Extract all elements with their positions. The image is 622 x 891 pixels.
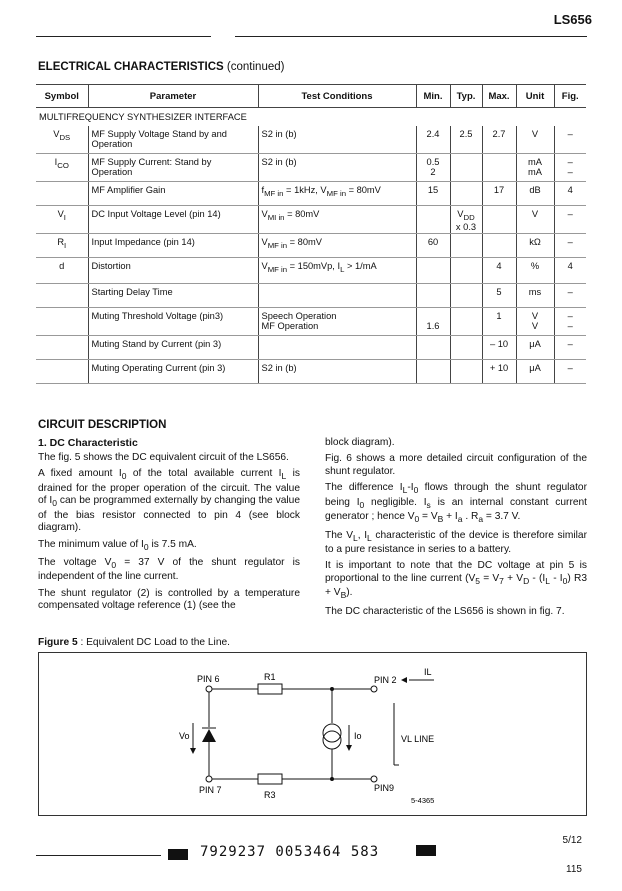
cell-unit: μA [516,336,554,360]
cell-param: DC Input Voltage Level (pin 14) [88,206,258,234]
cell-param: Muting Threshold Voltage (pin3) [88,308,258,336]
cell-typ: $V_{DD}$ x 0.3 [450,206,482,234]
cell-unit: V [516,126,554,154]
section-title [38,61,284,73]
cell-unit: V V [516,308,554,336]
label-il: IL [424,667,432,677]
cell-fig: 4 [554,182,586,206]
cell-max: 5 [482,284,516,308]
table-row [36,360,586,384]
footer-rule [36,855,161,856]
cell-sym: $V_I$ [36,206,88,234]
table-row [36,308,586,336]
table-row [36,182,586,206]
header-cell: Fig. [554,85,586,108]
cell-max: 2.7 [482,126,516,154]
cell-fig: – [554,336,586,360]
cell-typ [450,154,482,182]
part-number: LS656 [553,12,592,27]
cell-sym: d [36,258,88,284]
barcode-block-left [168,849,188,860]
cell-fig: – [554,206,586,234]
pin7-terminal [206,776,212,782]
header-cell: Min. [416,85,450,108]
resistor-r3 [258,774,282,784]
cell-param: MF Supply Voltage Stand by and Operation [88,126,258,154]
cell-max [482,154,516,182]
barcode-text: 7929237 0053464 583 [200,844,380,860]
paragraph: A fixed amount $I_0$ of the total available current $I_L$ is drained for the proper operation of the circuit. The value of $I_0$ can be programmed externally by changing the value of the bias resistor connected to pin 4 (see block diagram). [38,468,300,534]
cell-param: Input Impedance (pin 14) [88,234,258,258]
page-fraction: 5/12 [562,835,582,846]
figure-5-box [38,652,587,816]
cell-cond: S2 in (b) [258,154,416,182]
table-row [36,258,586,284]
cell-cond: $V_{MI in} = 80mV$ [258,206,416,234]
cell-cond [258,336,416,360]
header-rule-right [235,36,587,37]
cell-typ [450,284,482,308]
circuit-subtitle: 1. DC Characteristic [38,437,138,449]
table-row [36,126,586,154]
cell-fig: – [554,360,586,384]
cell-fig: – [554,284,586,308]
group-label: MULTIFREQUENCY SYNTHESIZER INTERFACE [39,112,247,122]
cell-param: MF Supply Current: Stand by Operation [88,154,258,182]
figure-caption-text: : Equivalent DC Load to the Line. [77,637,230,648]
cell-unit: mA mA [516,154,554,182]
cell-unit: μA [516,360,554,384]
label-pin2: PIN 2 [374,675,397,685]
cell-cond: $f_{MF in} = 1kHz$, $V_{MF in} = 80mV$ [258,182,416,206]
header-cell: Max. [482,85,516,108]
figure-caption [38,637,230,648]
cell-param: Starting Delay Time [88,284,258,308]
paragraph: The minimum value of $I_0$ is 7.5 mA. [38,538,197,552]
barcode-block-right [416,845,436,856]
cell-max: 1 [482,308,516,336]
cell-min [416,284,450,308]
section-title-text: ELECTRICAL CHARACTERISTICS [38,61,224,73]
cell-unit: V [516,206,554,234]
cell-unit: ms [516,284,554,308]
cell-fig: – [554,126,586,154]
cell-sym [36,182,88,206]
header-rule-left [36,36,211,37]
figure-label: Figure 5 [38,637,78,648]
cell-sym [36,360,88,384]
header-cell: Symbol [36,85,88,108]
cell-sym [36,308,88,336]
label-code: 5-4365 [411,796,435,805]
label-pin9: PIN9 [374,783,395,793]
paragraph: It is important to note that the DC voltage at pin 5 is proportional to the line current $(V_5 = V_7 + V_D - (I_L - I_0) R3 + V_B)$. [325,560,588,601]
cell-typ [450,360,482,384]
label-r3: R3 [264,790,276,800]
cell-min [416,258,450,284]
cell-max: – 10 [482,336,516,360]
table-row [36,336,586,360]
cell-max: + 10 [482,360,516,384]
section-title-suffix: (continued) [226,61,285,73]
io-arrowhead [346,745,352,751]
header-cell: Parameter [88,85,258,108]
cell-min [416,336,450,360]
label-io: Io [354,731,362,741]
cell-max [482,234,516,258]
cell-min: 15 [416,182,450,206]
left-column [38,452,300,617]
pin9-terminal [371,776,377,782]
zener-diode [202,729,216,742]
cell-min [416,360,450,384]
cell-typ [450,336,482,360]
label-r1: R1 [264,672,276,682]
paragraph: The fig. 5 shows the DC equivalent circuit of the LS656. [38,452,289,463]
cell-fig: – – [554,154,586,182]
cell-typ [450,234,482,258]
cell-sym: $I_{CO}$ [36,154,88,182]
cell-max: 4 [482,258,516,284]
equivalent-dc-load-diagram [39,653,586,815]
paragraph: The difference $I_L-I_0$ flows through the shunt regulator being $I_0$ negligible. $I_s$ is an internal constant current generator ; hence $V_0 = V_B + I_a$ . $R_a = 3.7$ V. [325,482,587,525]
cell-cond: $V_{MF in} = 80mV$ [258,234,416,258]
cell-min: 0.5 2 [416,154,450,182]
header-cell: Unit [516,85,554,108]
label-pin6: PIN 6 [197,674,220,684]
cell-sym [36,284,88,308]
cell-max [482,206,516,234]
label-pin7: PIN 7 [199,785,222,795]
group-row [36,108,586,127]
cell-typ: 2.5 [450,126,482,154]
cell-sym [36,336,88,360]
cell-typ [450,258,482,284]
cell-fig: 4 [554,258,586,284]
electrical-characteristics-table [36,84,586,384]
table-row [36,206,586,234]
cell-param: MF Amplifier Gain [88,182,258,206]
cell-max: 17 [482,182,516,206]
cell-cond [258,284,416,308]
table-header-row [36,85,586,108]
cell-sym: $V_{DS}$ [36,126,88,154]
resistor-r1 [258,684,282,694]
cell-unit: kΩ [516,234,554,258]
label-vo: Vo [179,731,190,741]
cell-min: 1.6 [416,308,450,336]
cell-cond: S2 in (b) [258,126,416,154]
il-arrowhead [401,677,407,683]
cell-cond: S2 in (b) [258,360,416,384]
table-row [36,234,586,258]
cell-min [416,206,450,234]
table-row [36,284,586,308]
paragraph: The shunt regulator (2) is controlled by a temperature compensated voltage reference (1) (see the [38,587,300,612]
table-row [36,154,586,182]
circuit-title: CIRCUIT DESCRIPTION [38,419,167,431]
cell-min: 2.4 [416,126,450,154]
header-cell: Typ. [450,85,482,108]
cell-typ [450,308,482,336]
paragraph: block diagram). [325,437,395,448]
paragraph: The voltage $V_0 = 37$ V of the shunt regulator is independent of the line current. [38,556,300,583]
cell-cond: Speech Operation MF Operation [258,308,416,336]
pin6-terminal [206,686,212,692]
cell-param: Muting Operating Current (pin 3) [88,360,258,384]
label-vl-line: VL LINE [401,734,435,744]
paragraph: Fig. 6 shows a more detailed circuit configuration of the shunt regulator. [325,453,587,477]
cell-unit: dB [516,182,554,206]
vo-arrowhead [190,748,196,754]
page-number: 115 [566,864,582,875]
paragraph: The DC characteristic of the LS656 is shown in fig. 7. [325,605,565,617]
cell-cond: $V_{MF in} = 150mVp$, $I_L > 1/mA$ [258,258,416,284]
right-column [325,437,587,622]
cell-sym: $R_I$ [36,234,88,258]
cell-min: 60 [416,234,450,258]
header-cell: Test Conditions [258,85,416,108]
cell-param: Muting Stand by Current (pin 3) [88,336,258,360]
paragraph: The $V_L$, $I_L$ characteristic of the device is therefore similar to a pure resistance in series to a battery. [325,529,587,555]
cell-param: Distortion [88,258,258,284]
cell-fig: – – [554,308,586,336]
cell-fig: – [554,234,586,258]
cell-unit: % [516,258,554,284]
cell-typ [450,182,482,206]
pin2-terminal [371,686,377,692]
